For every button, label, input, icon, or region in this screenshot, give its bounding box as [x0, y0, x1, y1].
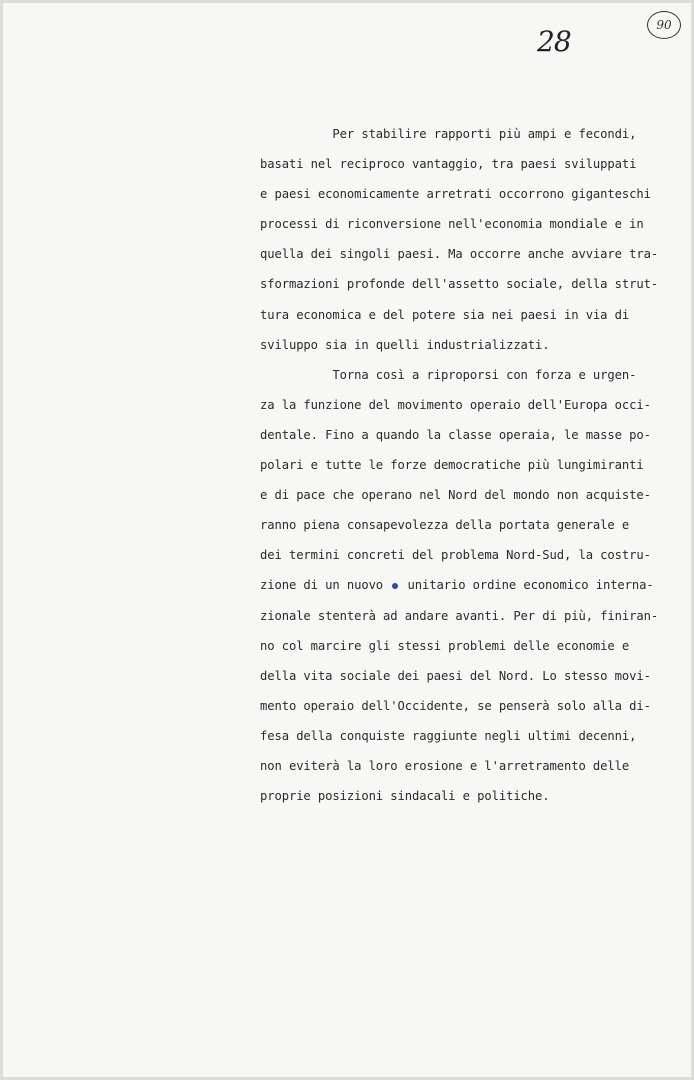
text-line: tura economica e del potere sia nei paesi in via di [260, 307, 630, 322]
text-line: processi di riconversione nell'economia mondiale e in [260, 217, 644, 232]
text-line: e di pace che operano nel Nord del mondo non acquiste- [260, 488, 651, 503]
text-line: dei termini concreti del problema Nord-Sud, la costru- [260, 548, 651, 563]
text-line: proprie posizioni sindacali e politiche. [260, 789, 550, 804]
text-line: non eviterà la loro erosione e l'arretramento delle [260, 758, 630, 773]
text-line: e paesi economicamente arretrati occorrono giganteschi [260, 187, 651, 202]
text-line: polari e tutte le forze democratiche più lungimiranti [260, 458, 644, 473]
text-line: quella dei singoli paesi. Ma occorre anche avviare tra- [260, 247, 659, 262]
text-line: zionale stenterà ad andare avanti. Per di più, finiran- [260, 608, 659, 623]
text-line: fesa della conquiste raggiunte negli ultimi decenni, [260, 728, 637, 743]
text-line: no col marcire gli stessi problemi delle economie e [260, 638, 630, 653]
archive-stamp [647, 11, 681, 39]
text-line [260, 570, 660, 600]
text-line: Per stabilire rapporti più ampi e fecondi, [260, 127, 637, 141]
text-line: Torna così a riproporsi con forza e urgen- [260, 367, 637, 382]
body-text [260, 119, 660, 811]
text-line: mento operaio dell'Occidente, se penserà solo alla di- [260, 698, 651, 713]
text-line: sviluppo sia in quelli industrializzati. [260, 337, 550, 352]
archive-stamp-number: 90 [656, 18, 672, 32]
text-line: ranno piena consapevolezza della portata generale e [260, 518, 630, 533]
ink-spot-icon [392, 583, 398, 589]
page-number: 28 [537, 25, 571, 58]
text-segment: zione di un nuovo [260, 578, 384, 593]
text-segment: unitario ordine economico interna- [407, 578, 654, 593]
text-line: basati nel reciproco vantaggio, tra paesi sviluppati [260, 157, 637, 172]
text-line: della vita sociale dei paesi del Nord. Lo stesso movi- [260, 668, 651, 683]
text-line: sformazioni profonde dell'assetto sociale, della strut- [260, 277, 659, 292]
text-line: za la funzione del movimento operaio dell'Europa occi- [260, 397, 651, 412]
text-line: dentale. Fino a quando la classe operaia, le masse po- [260, 427, 651, 442]
